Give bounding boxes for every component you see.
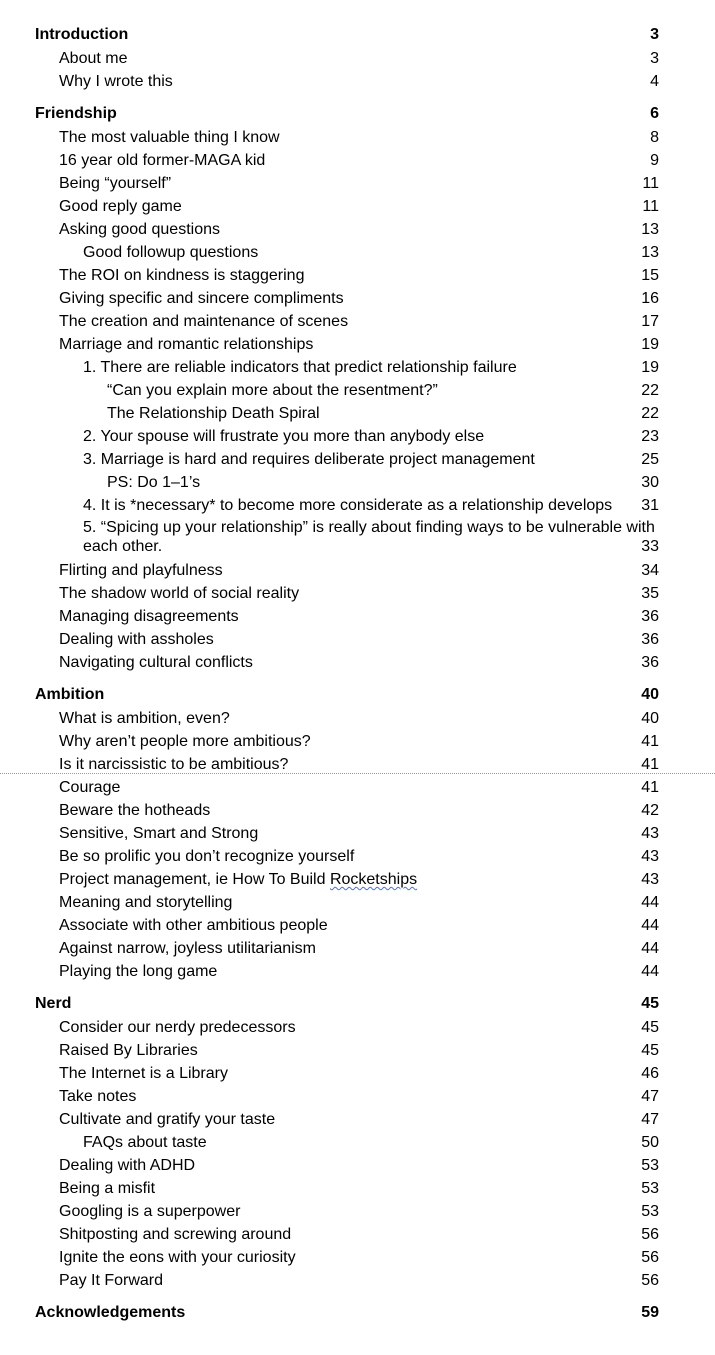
toc-entry[interactable] <box>0 822 715 845</box>
toc-entry-page-number[interactable]: 56 <box>641 1226 659 1243</box>
toc-entry[interactable] <box>0 70 715 93</box>
toc-entry-title[interactable]: Pay It Forward <box>59 1272 164 1289</box>
toc-entry-title[interactable]: The creation and maintenance of scenes <box>59 313 349 330</box>
toc-entry-title[interactable]: The shadow world of social reality <box>59 585 300 602</box>
toc-entry-title[interactable]: Courage <box>59 779 121 796</box>
toc-entry-page-number[interactable]: 23 <box>641 428 659 445</box>
toc-entry-title[interactable]: The most valuable thing I know <box>59 129 280 146</box>
toc-entry[interactable] <box>0 149 715 172</box>
toc-entry-title[interactable]: Be so prolific you don’t recognize yourself <box>59 848 355 865</box>
toc-entry[interactable] <box>0 1154 715 1177</box>
toc-entry-title[interactable]: Introduction <box>35 26 129 43</box>
toc-entry-page-number[interactable]: 44 <box>641 894 659 911</box>
toc-entry[interactable] <box>0 448 715 471</box>
toc-entry-title[interactable]: 4. It is *necessary* to become more considerate as a relationship develops <box>83 497 613 514</box>
toc-entry-title[interactable]: The ROI on kindness is staggering <box>59 267 305 284</box>
toc-entry-title[interactable]: Ignite the eons with your curiosity <box>59 1249 296 1266</box>
toc-entry-title[interactable]: FAQs about taste <box>83 1134 207 1151</box>
toc-entry[interactable] <box>0 1016 715 1039</box>
toc-entry[interactable] <box>0 195 715 218</box>
toc-entry-page-number[interactable]: 17 <box>641 313 659 330</box>
toc-entry-page-number[interactable]: 40 <box>641 710 659 727</box>
toc-entry-page-number[interactable]: 56 <box>641 1249 659 1266</box>
toc-entry-title[interactable]: Is it narcissistic to be ambitious? <box>59 756 289 773</box>
toc-entry-title[interactable]: PS: Do 1–1’s <box>107 474 201 491</box>
toc-entry-page-number[interactable]: 53 <box>641 1180 659 1197</box>
spellcheck-flagged-word[interactable]: Rocketships <box>329 871 418 888</box>
toc-entry-page-number[interactable]: 3 <box>650 50 659 67</box>
toc-entry-page-number[interactable]: 45 <box>641 995 659 1012</box>
toc-entry-page-number[interactable]: 6 <box>650 105 659 122</box>
toc-entry-page-number[interactable]: 33 <box>641 538 659 555</box>
toc-entry-title[interactable]: The Relationship Death Spiral <box>107 405 320 422</box>
toc-entry-title[interactable]: Shitposting and screwing around <box>59 1226 292 1243</box>
toc-entry-title[interactable]: Associate with other ambitious people <box>59 917 328 934</box>
toc-entry[interactable] <box>0 1062 715 1085</box>
toc-entry-title[interactable]: Sensitive, Smart and Strong <box>59 825 259 842</box>
toc-entry-title[interactable]: Dealing with ADHD <box>59 1157 196 1174</box>
toc-entry-page-number[interactable]: 44 <box>641 917 659 934</box>
toc-entry-page-number[interactable]: 43 <box>641 825 659 842</box>
toc-entry-page-number[interactable]: 53 <box>641 1157 659 1174</box>
toc-heading-entry[interactable] <box>0 1301 715 1324</box>
toc-entry[interactable] <box>0 379 715 402</box>
toc-entry-page-number[interactable]: 46 <box>641 1065 659 1082</box>
toc-entry-title[interactable]: Googling is a superpower <box>59 1203 241 1220</box>
toc-entry-page-number[interactable]: 31 <box>641 497 659 514</box>
toc-entry-page-number[interactable]: 43 <box>641 871 659 888</box>
toc-entry[interactable] <box>0 1108 715 1131</box>
toc-entry-page-number[interactable]: 22 <box>641 405 659 422</box>
toc-entry-page-number[interactable]: 30 <box>641 474 659 491</box>
toc-entry-page-number[interactable]: 13 <box>641 244 659 261</box>
toc-entry-title[interactable]: What is ambition, even? <box>59 710 230 727</box>
toc-entry-title[interactable]: Meaning and storytelling <box>59 894 233 911</box>
toc-entry[interactable] <box>0 914 715 937</box>
toc-entry-title[interactable]: Nerd <box>35 995 72 1012</box>
toc-entry-page-number[interactable]: 36 <box>641 608 659 625</box>
toc-entry-page-number[interactable]: 42 <box>641 802 659 819</box>
toc-entry-title[interactable]: 3. Marriage is hard and requires deliberate project management <box>83 451 535 468</box>
toc-entry-title[interactable]: Ambition <box>35 686 105 703</box>
toc-entry[interactable] <box>0 172 715 195</box>
toc-heading-entry[interactable] <box>0 102 715 125</box>
toc-entry-page-number[interactable]: 50 <box>641 1134 659 1151</box>
toc-heading-entry[interactable] <box>0 683 715 706</box>
toc-entry-page-number[interactable]: 16 <box>641 290 659 307</box>
toc-entry[interactable] <box>0 402 715 425</box>
toc-entry-title[interactable]: 16 year old former-MAGA kid <box>59 152 266 169</box>
toc-entry-page-number[interactable]: 19 <box>641 336 659 353</box>
toc-entry-title[interactable]: Playing the long game <box>59 963 218 980</box>
toc-entry-page-number[interactable]: 53 <box>641 1203 659 1220</box>
toc-entry-title[interactable]: Asking good questions <box>59 221 220 238</box>
toc-entry-title[interactable]: 2. Your spouse will frustrate you more than anybody else <box>83 428 485 445</box>
toc-entry-title[interactable]: “Can you explain more about the resentment?” <box>107 382 438 399</box>
toc-entry-title-text: Project management, ie How To Build <box>59 871 330 888</box>
toc-entry-title[interactable]: Good followup questions <box>83 244 259 261</box>
toc-entry-page-number[interactable]: 8 <box>650 129 659 146</box>
toc-entry-page-number[interactable]: 43 <box>641 848 659 865</box>
toc-entry-page-number[interactable]: 44 <box>641 963 659 980</box>
toc-entry-page-number[interactable]: 35 <box>641 585 659 602</box>
toc-entry[interactable] <box>0 1200 715 1223</box>
toc-entry[interactable] <box>0 799 715 822</box>
toc-entry-title[interactable]: Consider our nerdy predecessors <box>59 1019 296 1036</box>
toc-entry-title[interactable]: Good reply game <box>59 198 182 215</box>
toc-entry-title[interactable] <box>59 868 417 891</box>
toc-entry-title[interactable]: 1. There are reliable indicators that predict relationship failure <box>83 359 517 376</box>
toc-heading-entry[interactable] <box>0 992 715 1015</box>
toc-entry-page-number[interactable]: 36 <box>641 654 659 671</box>
toc-entry[interactable] <box>0 559 715 582</box>
toc-entry[interactable] <box>0 628 715 651</box>
toc-entry-title[interactable]: Giving specific and sincere compliments <box>59 290 344 307</box>
toc-entry[interactable] <box>0 1223 715 1246</box>
toc-entry[interactable] <box>0 356 715 379</box>
toc-entry[interactable] <box>0 310 715 333</box>
toc-entry-title[interactable]: Navigating cultural conflicts <box>59 654 253 671</box>
toc-entry-page-number[interactable]: 15 <box>641 267 659 284</box>
toc-entry-page-number[interactable]: 41 <box>641 733 659 750</box>
toc-entry-title[interactable]: Take notes <box>59 1088 137 1105</box>
toc-entry[interactable] <box>0 218 715 241</box>
toc-entry-page-number[interactable]: 11 <box>642 198 659 215</box>
toc-entry-page-number[interactable]: 13 <box>641 221 659 238</box>
toc-entry-title[interactable]: Flirting and playfulness <box>59 562 223 579</box>
toc-entry-page-number[interactable]: 45 <box>641 1019 659 1036</box>
toc-entry-title[interactable]: Raised By Libraries <box>59 1042 198 1059</box>
toc-entry-page-number[interactable]: 34 <box>641 562 659 579</box>
toc-entry-page-number[interactable]: 41 <box>641 779 659 796</box>
toc-entry-title[interactable]: Why I wrote this <box>59 73 173 90</box>
toc-entry[interactable] <box>0 516 715 562</box>
toc-entry-title[interactable]: 5. “Spicing up your relationship” is really about finding ways to be vulnerable with each other. <box>83 519 655 555</box>
toc-entry-title[interactable]: Being a misfit <box>59 1180 156 1197</box>
toc-entry[interactable] <box>0 891 715 914</box>
toc-entry[interactable] <box>0 1246 715 1269</box>
toc-entry[interactable] <box>0 868 715 891</box>
toc-entry-title[interactable]: Cultivate and gratify your taste <box>59 1111 276 1128</box>
toc-entry[interactable] <box>0 582 715 605</box>
toc-entry[interactable] <box>0 960 715 983</box>
toc-entry[interactable] <box>0 425 715 448</box>
toc-entry-page-number[interactable]: 44 <box>641 940 659 957</box>
toc-entry[interactable] <box>0 1177 715 1200</box>
toc-entry[interactable] <box>0 47 715 70</box>
toc-entry[interactable] <box>0 1269 715 1292</box>
toc-entry[interactable] <box>0 264 715 287</box>
toc-entry-page-number[interactable]: 19 <box>641 359 659 376</box>
toc-entry-title[interactable]: Being “yourself” <box>59 175 172 192</box>
toc-entry-page-number[interactable]: 9 <box>650 152 659 169</box>
toc-entry-page-number[interactable]: 47 <box>641 1088 659 1105</box>
toc-entry[interactable] <box>0 471 715 494</box>
toc-entry[interactable] <box>0 1085 715 1108</box>
toc-entry-title[interactable]: Acknowledgements <box>35 1304 186 1321</box>
toc-entry[interactable] <box>0 845 715 868</box>
toc-entry-page-number[interactable]: 25 <box>641 451 659 468</box>
toc-heading-entry[interactable] <box>0 23 715 46</box>
toc-entry[interactable] <box>0 494 715 517</box>
toc-entry[interactable] <box>0 1131 715 1154</box>
toc-entry[interactable] <box>0 1039 715 1062</box>
toc-entry[interactable] <box>0 241 715 264</box>
toc-entry-page-number[interactable]: 40 <box>641 686 659 703</box>
page-break-divider <box>0 773 715 774</box>
toc-entry-page-number[interactable]: 11 <box>642 175 659 192</box>
toc-entry[interactable] <box>0 126 715 149</box>
toc-entry-page-number[interactable]: 22 <box>641 382 659 399</box>
toc-entry[interactable] <box>0 707 715 730</box>
toc-entry-title[interactable]: The Internet is a Library <box>59 1065 228 1082</box>
toc-entry[interactable] <box>0 287 715 310</box>
toc-entry[interactable] <box>0 730 715 753</box>
toc-entry-page-number[interactable]: 45 <box>641 1042 659 1059</box>
toc-entry[interactable] <box>0 333 715 356</box>
toc-entry[interactable] <box>0 651 715 674</box>
toc-entry-title[interactable]: Marriage and romantic relationships <box>59 336 314 353</box>
toc-entry-title[interactable]: Friendship <box>35 105 117 122</box>
toc-entry-page-number[interactable]: 56 <box>641 1272 659 1289</box>
toc-entry-page-number[interactable]: 59 <box>641 1304 659 1321</box>
toc-entry-title[interactable]: Beware the hotheads <box>59 802 211 819</box>
toc-entry-page-number[interactable]: 47 <box>641 1111 659 1128</box>
toc-entry-title[interactable]: About me <box>59 50 128 67</box>
toc-entry[interactable] <box>0 605 715 628</box>
toc-entry-page-number[interactable]: 4 <box>650 73 659 90</box>
toc-entry-title[interactable]: Dealing with assholes <box>59 631 214 648</box>
toc-entry-title[interactable]: Why aren’t people more ambitious? <box>59 733 311 750</box>
toc-entry-page-number[interactable]: 36 <box>641 631 659 648</box>
toc-entry-title[interactable]: Against narrow, joyless utilitarianism <box>59 940 316 957</box>
toc-entry-page-number[interactable]: 41 <box>641 756 659 773</box>
toc-entry[interactable] <box>0 776 715 799</box>
toc-entry-title[interactable]: Managing disagreements <box>59 608 239 625</box>
toc-entry[interactable] <box>0 937 715 960</box>
toc-entry-page-number[interactable]: 3 <box>650 26 659 43</box>
